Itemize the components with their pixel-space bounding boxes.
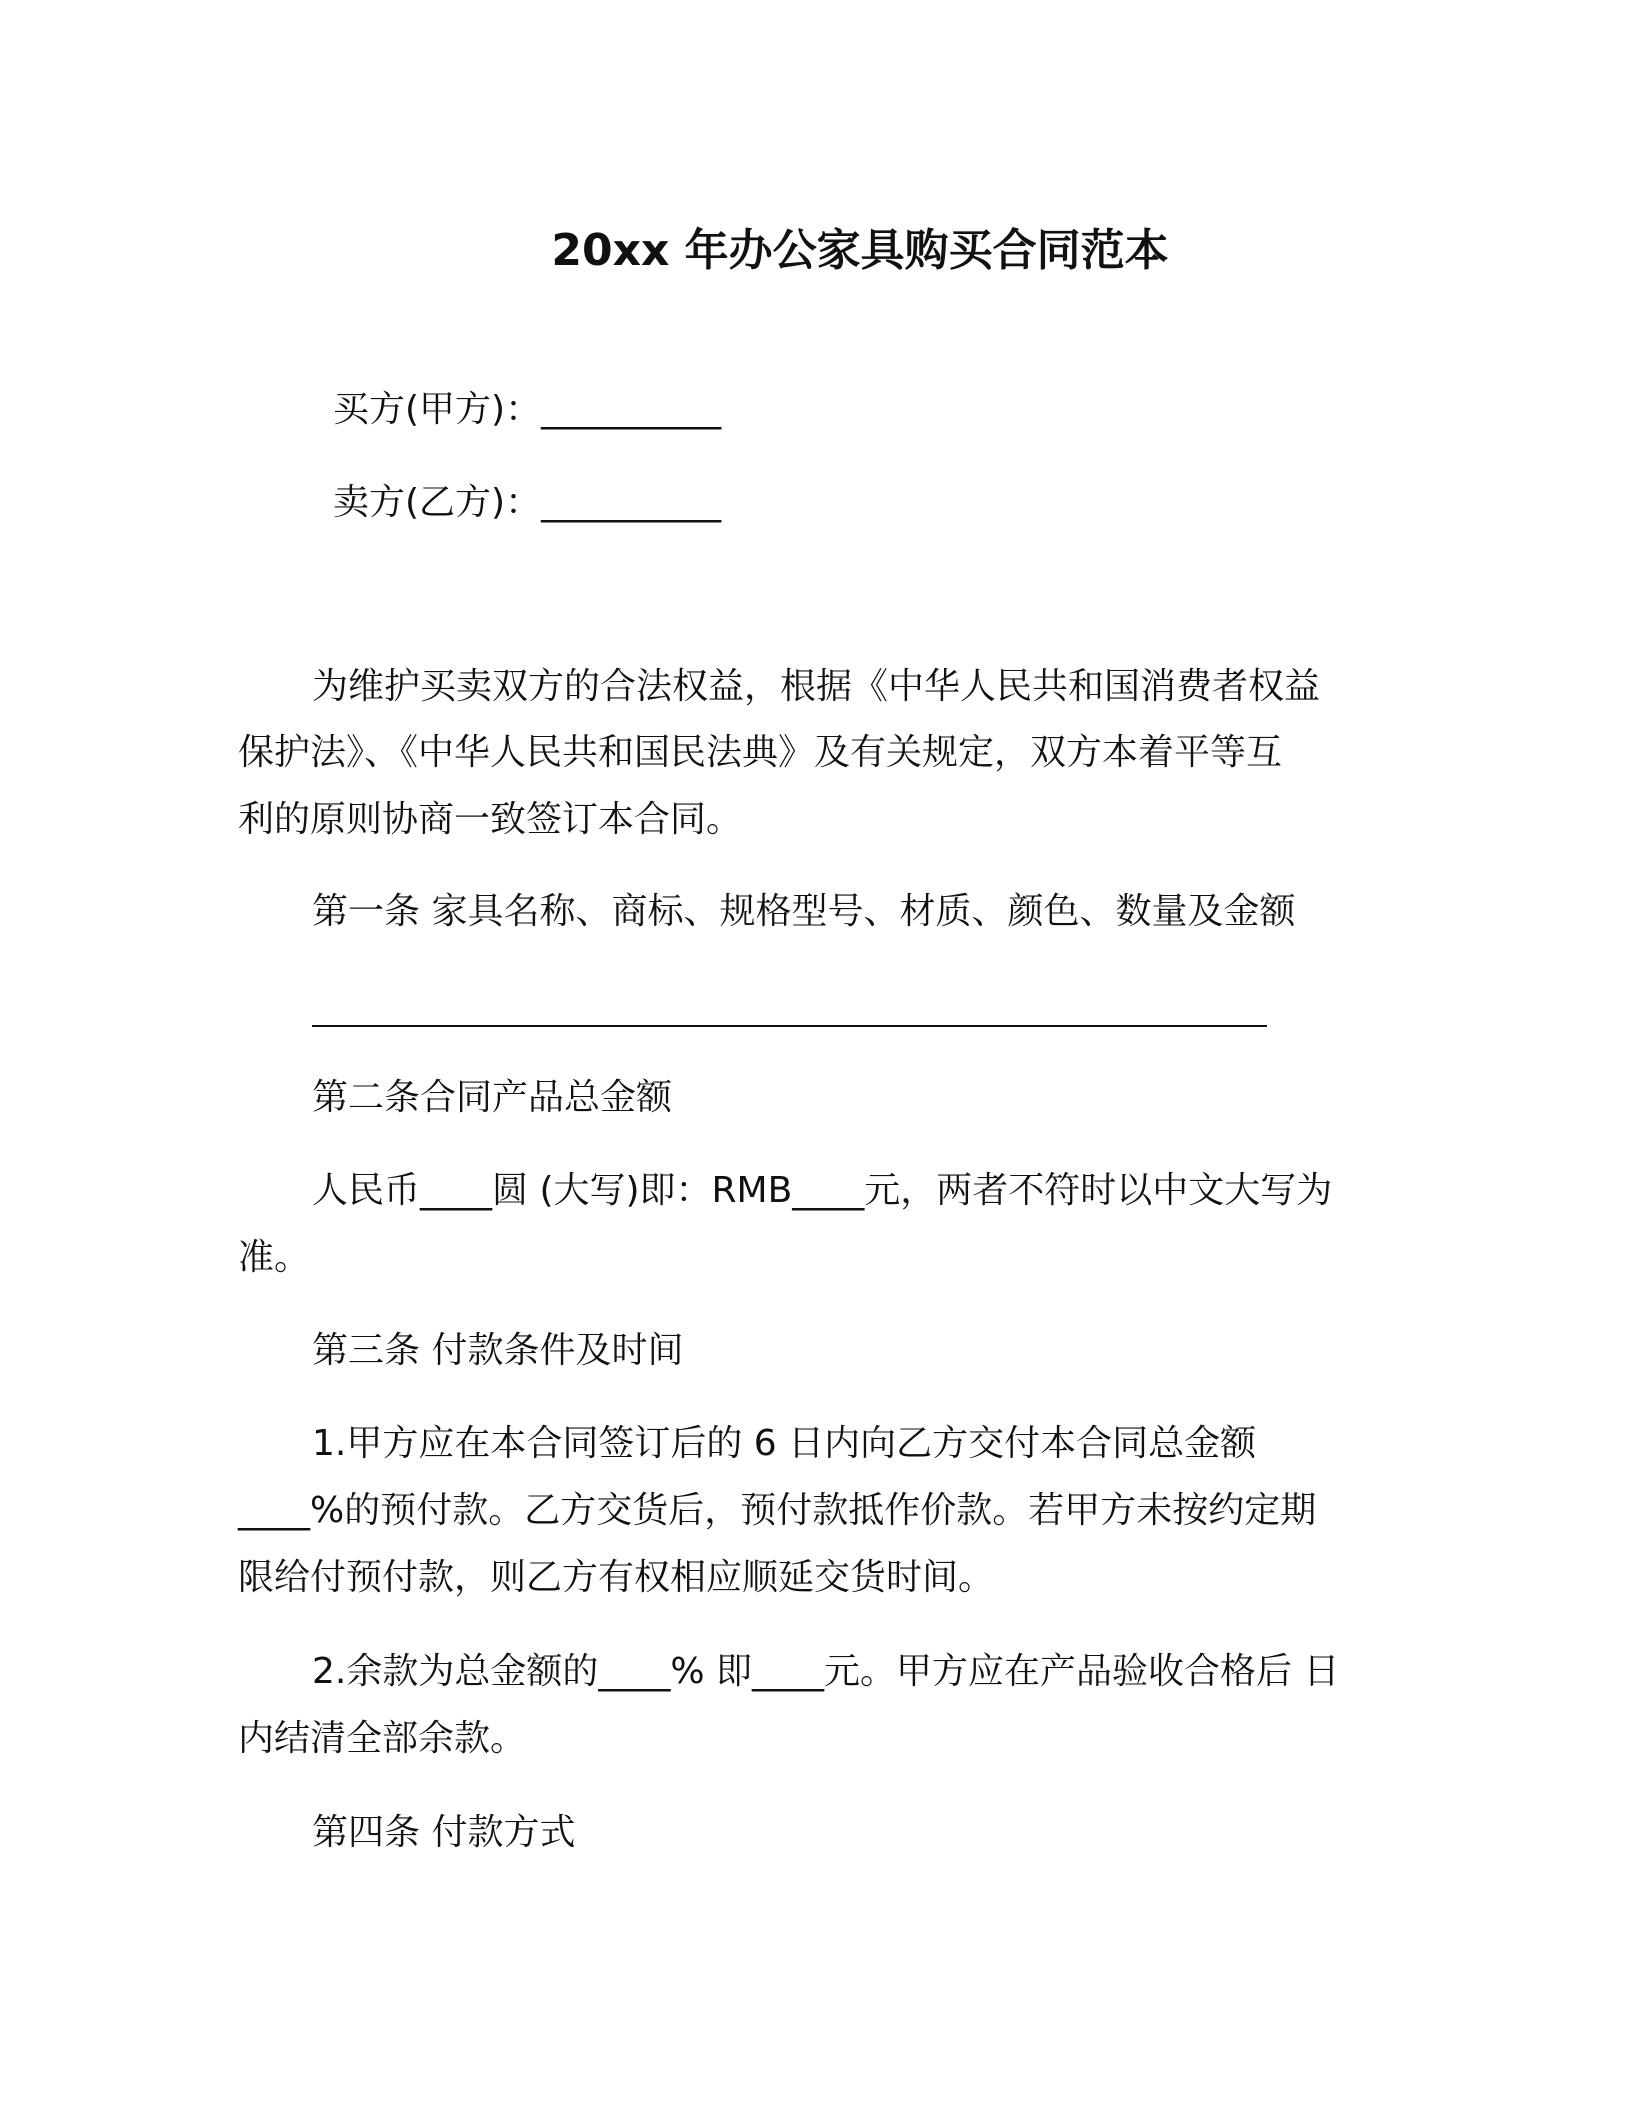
article-1-heading: 第一条 家具名称、商标、规格型号、材质、颜色、数量及金额: [312, 891, 1296, 932]
article-3-heading: 第三条 付款条件及时间: [312, 1330, 684, 1371]
seller-label: 卖方(乙方)：: [333, 482, 542, 523]
article-3-item-2-line-1: 2.余款为总金额的____% 即____元。甲方应在产品验收合格后 日: [312, 1651, 1340, 1692]
article-4-heading: 第四条 付款方式: [312, 1812, 576, 1853]
article-3-item-1-line-2: ____%的预付款。乙方交货后，预付款抵作价款。若甲方未按约定期: [238, 1490, 1317, 1531]
buyer-label: 买方(甲方)：: [333, 389, 542, 430]
article-2-heading: 第二条合同产品总金额: [312, 1077, 673, 1118]
intro-line-2: 保护法》、《中华人民共和国民法典》及有关规定，双方本着平等互: [238, 732, 1283, 773]
seller-blank: __________: [541, 482, 722, 523]
seller-line: [333, 480, 721, 526]
article-3-item-2-line-2: 内结清全部余款。: [238, 1718, 527, 1759]
article-3-item-1-line-3: 限给付预付款，则乙方有权相应顺延交货时间。: [238, 1557, 995, 1598]
article-2-line-1: 人民币____圆 (大写)即：RMB____元，两者不符时以中文大写为: [312, 1170, 1333, 1211]
intro-line-1: 为维护买卖双方的合法权益，根据《中华人民共和国消费者权益: [312, 666, 1321, 707]
buyer-line: [333, 387, 721, 433]
article-2-line-2: 准。: [238, 1237, 311, 1278]
article-1-fill-rule: [312, 1025, 1267, 1027]
document-title: 20xx 年办公家具购买合同范本: [551, 225, 1169, 276]
article-3-item-1-line-1: 1.甲方应在本合同签订后的 6 日内向乙方交付本合同总金额: [312, 1423, 1257, 1464]
buyer-blank: __________: [541, 389, 722, 430]
intro-line-3: 利的原则协商一致签订本合同。: [238, 799, 743, 840]
